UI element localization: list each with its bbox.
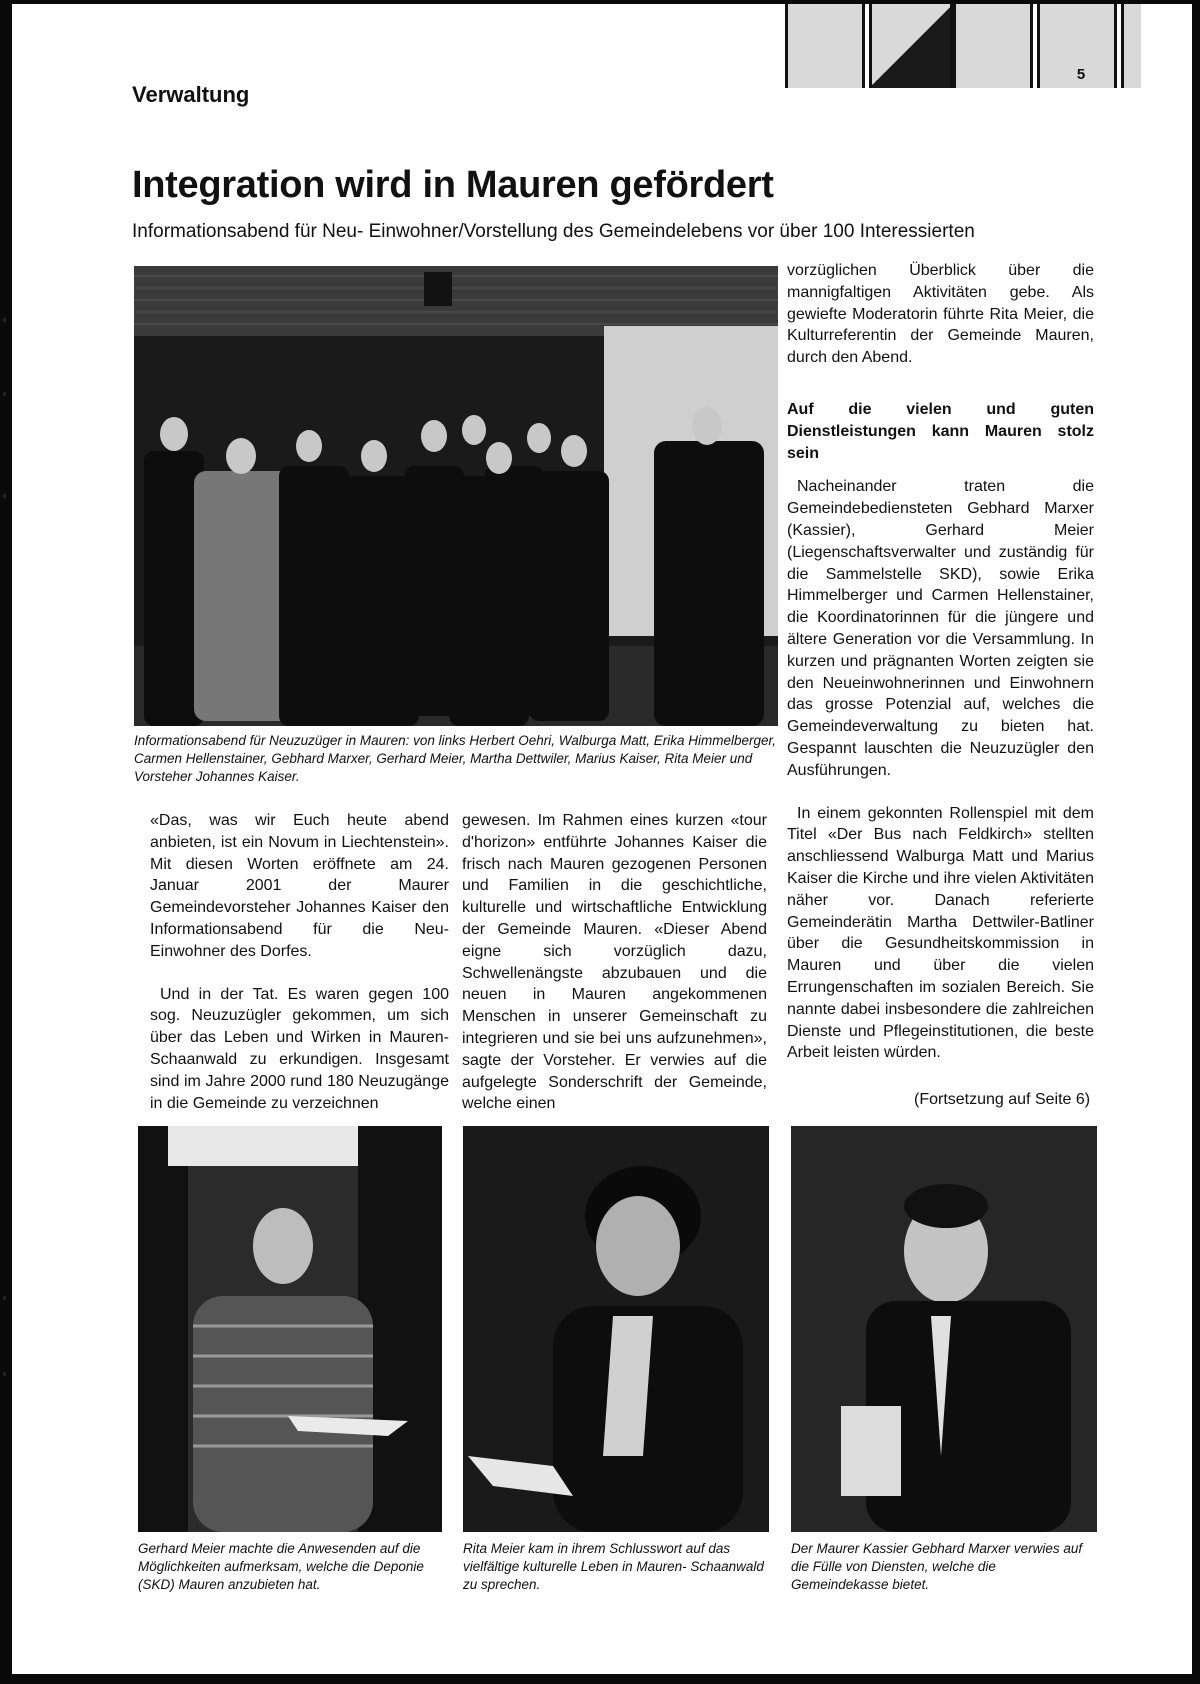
- group-photo-caption: Informationsabend für Neuzuzüger in Mauren: von links Herbert Oehri, Walburga Matt, Erika Himmelberger, Carmen Hellenstainer, Gebhard Marxer, Gerhard Meier, Martha Dettwiler, Marius Kaiser, Rita Meier und Vorsteher Johannes Kaiser.: [134, 733, 777, 784]
- article-subtitle: Auf die vielen und guten Dienstleistungen kann Mauren stolz sein: [787, 400, 1094, 462]
- continuation-note: (Fortsetzung auf Seite 6): [914, 1091, 1091, 1108]
- article-paragraph: vorzüglichen Überblick über die mannigfaltigen Aktivitäten gebe. Als gewiefte Moderatorin führte Rita Meier, die Kulturreferentin der Gemeinde Mauren, durch den Abend.: [787, 262, 1094, 367]
- photo-caption-3: Der Maurer Kassier Gebhard Marxer verwies auf die Fülle von Diensten, welche die Gemeindekasse bietet.: [791, 1541, 1083, 1592]
- photo-caption-2: Rita Meier kam in ihrem Schlusswort auf das vielfältige kulturelle Leben in Mauren- Schaanwald zu sprechen.: [463, 1541, 764, 1592]
- scan-mark: [3, 392, 6, 396]
- article-paragraph: «Das, was wir Euch heute abend anbieten, ist ein Novum in Liechtenstein». Mit diesen Worten eröffnete am 24. Januar 2001 der Maurer Gemeindevorsteher Johannes Kaiser den Informationsabend für die Neu- Einwohner des Dorfes.: [150, 812, 449, 960]
- scan-mark: [3, 1372, 6, 1376]
- group-photo: [134, 266, 778, 726]
- article-paragraph: gewesen. Im Rahmen eines kurzen «tour d'horizon» entführte Johannes Kaiser die frisch nach Mauren gezogenen Personen und Familien in die geschichtliche, kulturelle und wirtschaftliche Entwicklung der Gemeinde Mauren. «Dieser Abend eigne sich vorzüglich dazu, Schwellenängste abzubauen und die neuen in Mauren angekommenen Menschen in unserer Gemeinschaft zu integrieren und sie bei uns aufzunehmen», sagte der Vorsteher. Er verwies auf die aufgelegte Sonderschrift der Gemeinde, welche einen: [462, 812, 767, 1113]
- header-tab: [785, 4, 865, 88]
- photo-rita-meier: [463, 1126, 769, 1532]
- scan-mark: [3, 318, 6, 322]
- scan-mark: [3, 1296, 6, 1300]
- scan-mark: [3, 494, 6, 498]
- header-tab: [953, 4, 1033, 88]
- photo-gerhard-meier: [138, 1126, 442, 1532]
- magazine-page: [12, 4, 1192, 1674]
- article-column-2: [462, 810, 767, 1136]
- header-tab-bar: [785, 4, 1140, 88]
- article-paragraph: Und in der Tat. Es waren gegen 100 sog. Neuzuzügler gekommen, um sich über das Leben und Wirken in Mauren-Schaanwald zu erkundigen. Insgesamt sind im Jahre 2000 rund 180 Neuzugänge in die Gemeinde zu verzeichnen: [150, 985, 449, 1112]
- article-paragraph: Nacheinander traten die Gemeindebediensteten Gebhard Marxer (Kassier), Gerhard Meier (Liegenschaftsverwalter und zuständig für die Sammelstelle SKD), sowie Erika Himmelberger und Carmen Hellenstainer, die Koordinatorinnen für die jüngere und ältere Generation vor die Versammlung. In kurzen und prägnanten Worten zeigten sie den Neueinwohnerinnen und Einwohnern das grosse Potenzial auf, welches die Gemeindeverwaltung zu bieten hat. Gespannt lauschten die Neuzuzügler den Ausführungen.: [787, 478, 1094, 779]
- page-number: 5: [1076, 66, 1086, 83]
- article-column-3: [787, 260, 1094, 1085]
- article-subheadline: Informationsabend für Neu- Einwohner/Vorstellung des Gemeindelebens vor über 100 Interessierten: [132, 221, 975, 242]
- header-tab: [1121, 4, 1141, 88]
- photo-caption-1: Gerhard Meier machte die Anwesenden auf die Möglichkeiten aufmerksam, welche die Deponie (SKD) Mauren anzubieten hat.: [138, 1541, 424, 1592]
- article-column-1: [150, 810, 449, 1135]
- section-label: Verwaltung: [132, 82, 250, 107]
- article-headline: Integration wird in Mauren gefördert: [132, 164, 774, 206]
- header-tab-emblem: [869, 4, 953, 88]
- photo-gebhard-marxer: [791, 1126, 1097, 1532]
- article-paragraph: In einem gekonnten Rollenspiel mit dem Titel «Der Bus nach Feldkirch» stellten anschliessend Walburga Matt und Marius Kaiser die Kirche und ihre vielen Aktivitäten näher vor. Danach referierte Gemeinderätin Martha Dettwiler-Batliner über die Gesundheitskommission in Mauren und über die vielen Errungenschaften im sozialen Bereich. Sie nannte dabei insbesondere die zahlreichen Dienste und Pflegeinstitutionen, die beste Arbeit leisten würden.: [787, 804, 1094, 1062]
